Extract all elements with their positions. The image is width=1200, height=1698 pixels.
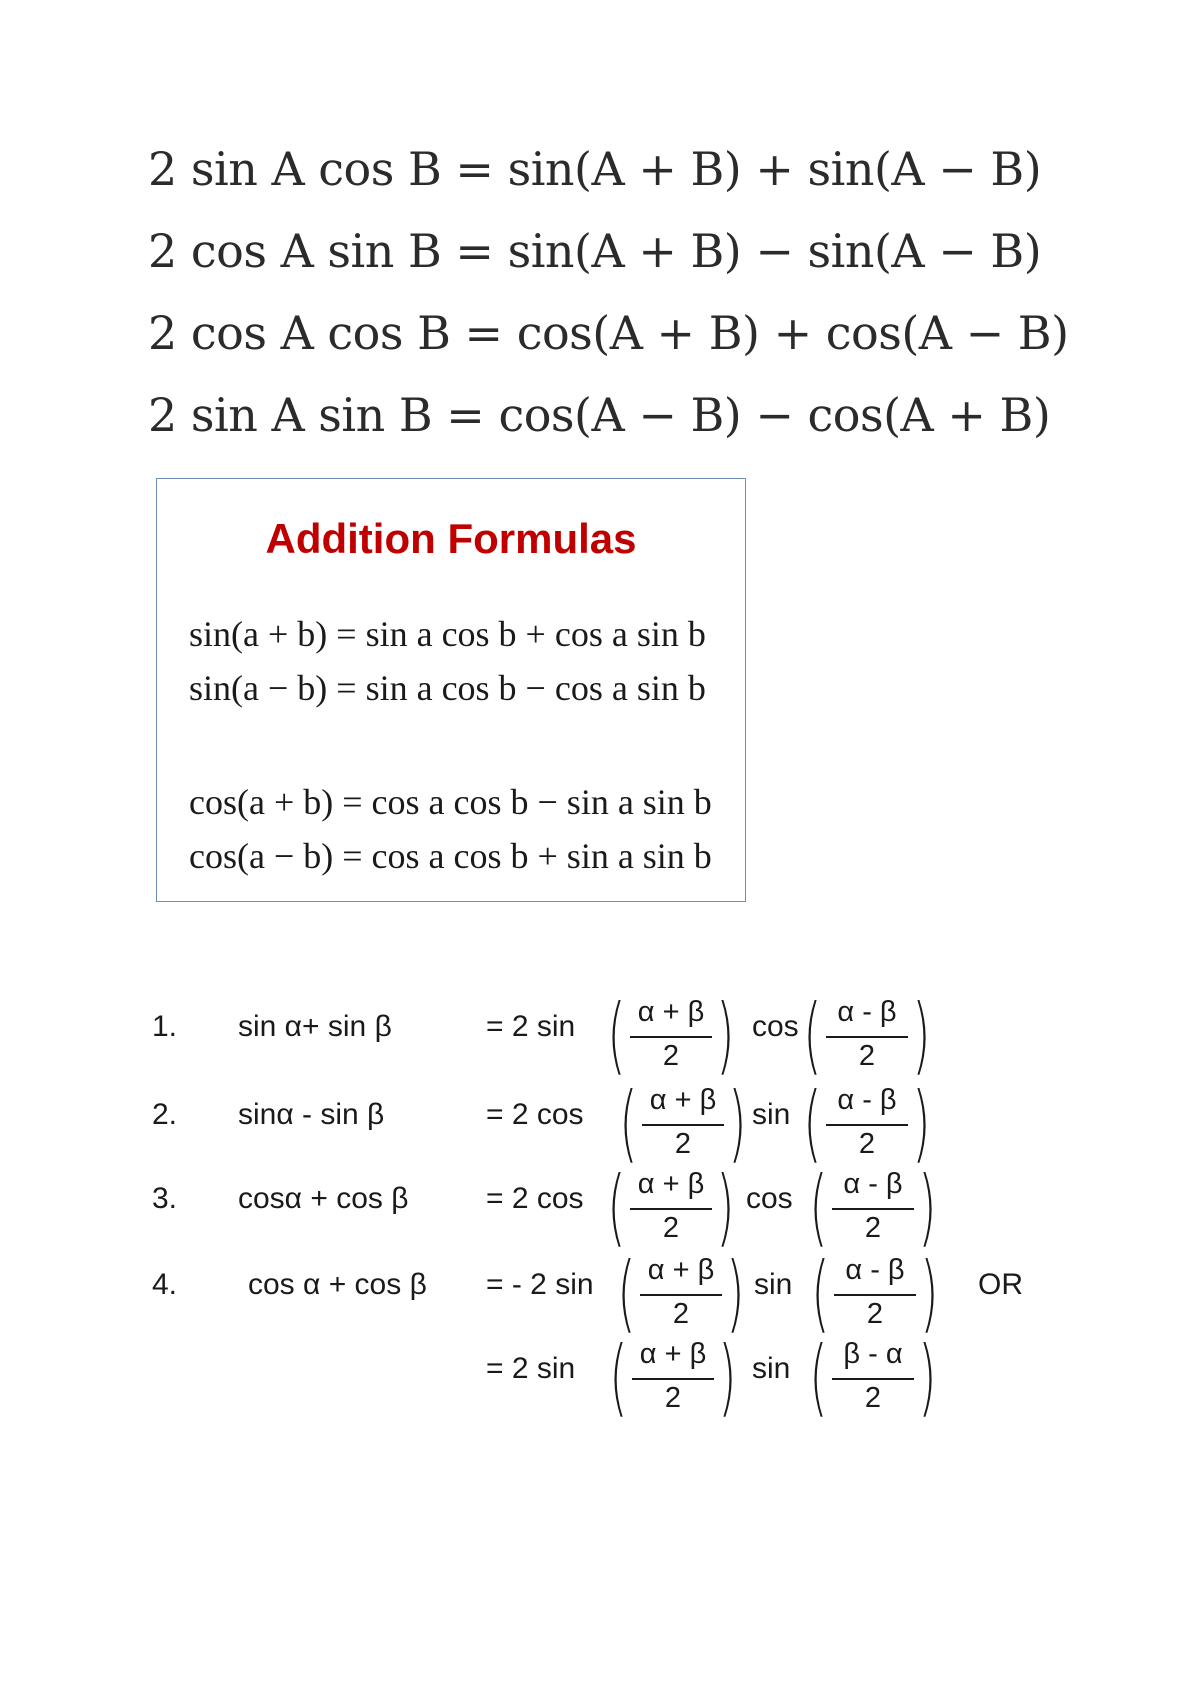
fraction-denominator: 2 <box>866 1298 884 1330</box>
item-lhs: sin α+ sin β <box>238 1010 392 1043</box>
identity-lhs: 2 sin A cos B <box>148 142 442 196</box>
fraction-denominator: 2 <box>672 1298 690 1330</box>
addition-formula: cos(a + b) = cos a cos b − sin a sin b <box>189 782 712 822</box>
fraction-numerator: α - β <box>845 1254 905 1286</box>
fraction-denominator: 2 <box>662 1040 680 1072</box>
fraction-denominator: 2 <box>662 1212 680 1244</box>
fraction: ( α + β 2 ) <box>607 1158 735 1256</box>
fraction-numerator: α - β <box>837 996 897 1028</box>
fraction: ( α + β 2 ) <box>609 1328 737 1426</box>
fraction-denominator: 2 <box>858 1040 876 1072</box>
fraction: ( α - β 2 ) <box>803 986 931 1084</box>
fraction: ( α + β 2 ) <box>619 1074 747 1172</box>
fraction-denominator: 2 <box>674 1128 692 1160</box>
fraction: ( α + β 2 ) <box>607 986 735 1084</box>
item-function: sin <box>752 1098 791 1131</box>
item-function: cos <box>752 1010 799 1043</box>
item-function: sin <box>752 1352 791 1385</box>
fraction-numerator: α + β <box>637 996 705 1028</box>
addition-formula: sin(a − b) = sin a cos b − cos a sin b <box>189 668 706 708</box>
identity-rhs: sin(A + B) + sin(A − B) <box>507 142 1042 196</box>
item-function: cos <box>746 1182 793 1215</box>
fraction: ( α - β 2 ) <box>811 1244 939 1342</box>
fraction-numerator: α + β <box>647 1254 715 1286</box>
identity-rhs: cos(A − B) − cos(A + B) <box>498 388 1051 442</box>
item-lhs: cos α + cos β <box>248 1268 427 1301</box>
fraction-numerator: α + β <box>637 1168 705 1200</box>
identity-row: 2 cos A cos B = cos(A + B) + cos(A − B) <box>148 306 1069 360</box>
fraction: ( α - β 2 ) <box>803 1074 931 1172</box>
fraction-numerator: α + β <box>639 1338 707 1370</box>
fraction-numerator: α - β <box>837 1084 897 1116</box>
fraction: ( α + β 2 ) <box>617 1244 745 1342</box>
identity-rhs: cos(A + B) + cos(A − B) <box>516 306 1069 360</box>
item-number: 4. <box>152 1268 178 1301</box>
item-equals: = 2 sin <box>486 1010 576 1043</box>
fraction-denominator: 2 <box>864 1212 882 1244</box>
item-number: 1. <box>152 1010 178 1043</box>
fraction-numerator: α + β <box>649 1084 717 1116</box>
identity-row: 2 sin A sin B = cos(A − B) − cos(A + B) <box>148 388 1051 442</box>
identity-lhs: 2 cos A cos B <box>148 306 451 360</box>
item-lhs: cosα + cos β <box>238 1182 409 1215</box>
item-equals: = 2 sin <box>486 1352 576 1385</box>
fraction-numerator: α - β <box>843 1168 903 1200</box>
addition-formulas-title: Addition Formulas <box>265 515 637 562</box>
item-equals: = 2 cos <box>486 1098 584 1131</box>
fraction-numerator: β - α <box>843 1338 903 1370</box>
item-equals: = 2 cos <box>486 1182 584 1215</box>
fraction-denominator: 2 <box>864 1382 882 1414</box>
item-number: 3. <box>152 1182 178 1215</box>
identity-row: 2 sin A cos B = sin(A + B) + sin(A − B) <box>148 142 1042 196</box>
fraction: ( β - α 2 ) <box>809 1328 937 1426</box>
item-function: sin <box>754 1268 793 1301</box>
identity-lhs: 2 sin A sin B <box>148 388 433 442</box>
item-equals: = - 2 sin <box>486 1268 594 1301</box>
fraction-denominator: 2 <box>858 1128 876 1160</box>
fraction-denominator: 2 <box>664 1382 682 1414</box>
item-lhs: sinα - sin β <box>238 1098 385 1131</box>
identity-rhs: sin(A + B) − sin(A − B) <box>507 224 1042 278</box>
identity-row: 2 cos A sin B = sin(A + B) − sin(A − B) <box>148 224 1042 278</box>
addition-formula: cos(a − b) = cos a cos b + sin a sin b <box>189 836 712 876</box>
item-number: 2. <box>152 1098 178 1131</box>
or-label: OR <box>978 1268 1023 1301</box>
fraction: ( α - β 2 ) <box>809 1158 937 1256</box>
addition-formula: sin(a + b) = sin a cos b + cos a sin b <box>189 614 706 654</box>
identity-lhs: 2 cos A sin B <box>148 224 442 278</box>
